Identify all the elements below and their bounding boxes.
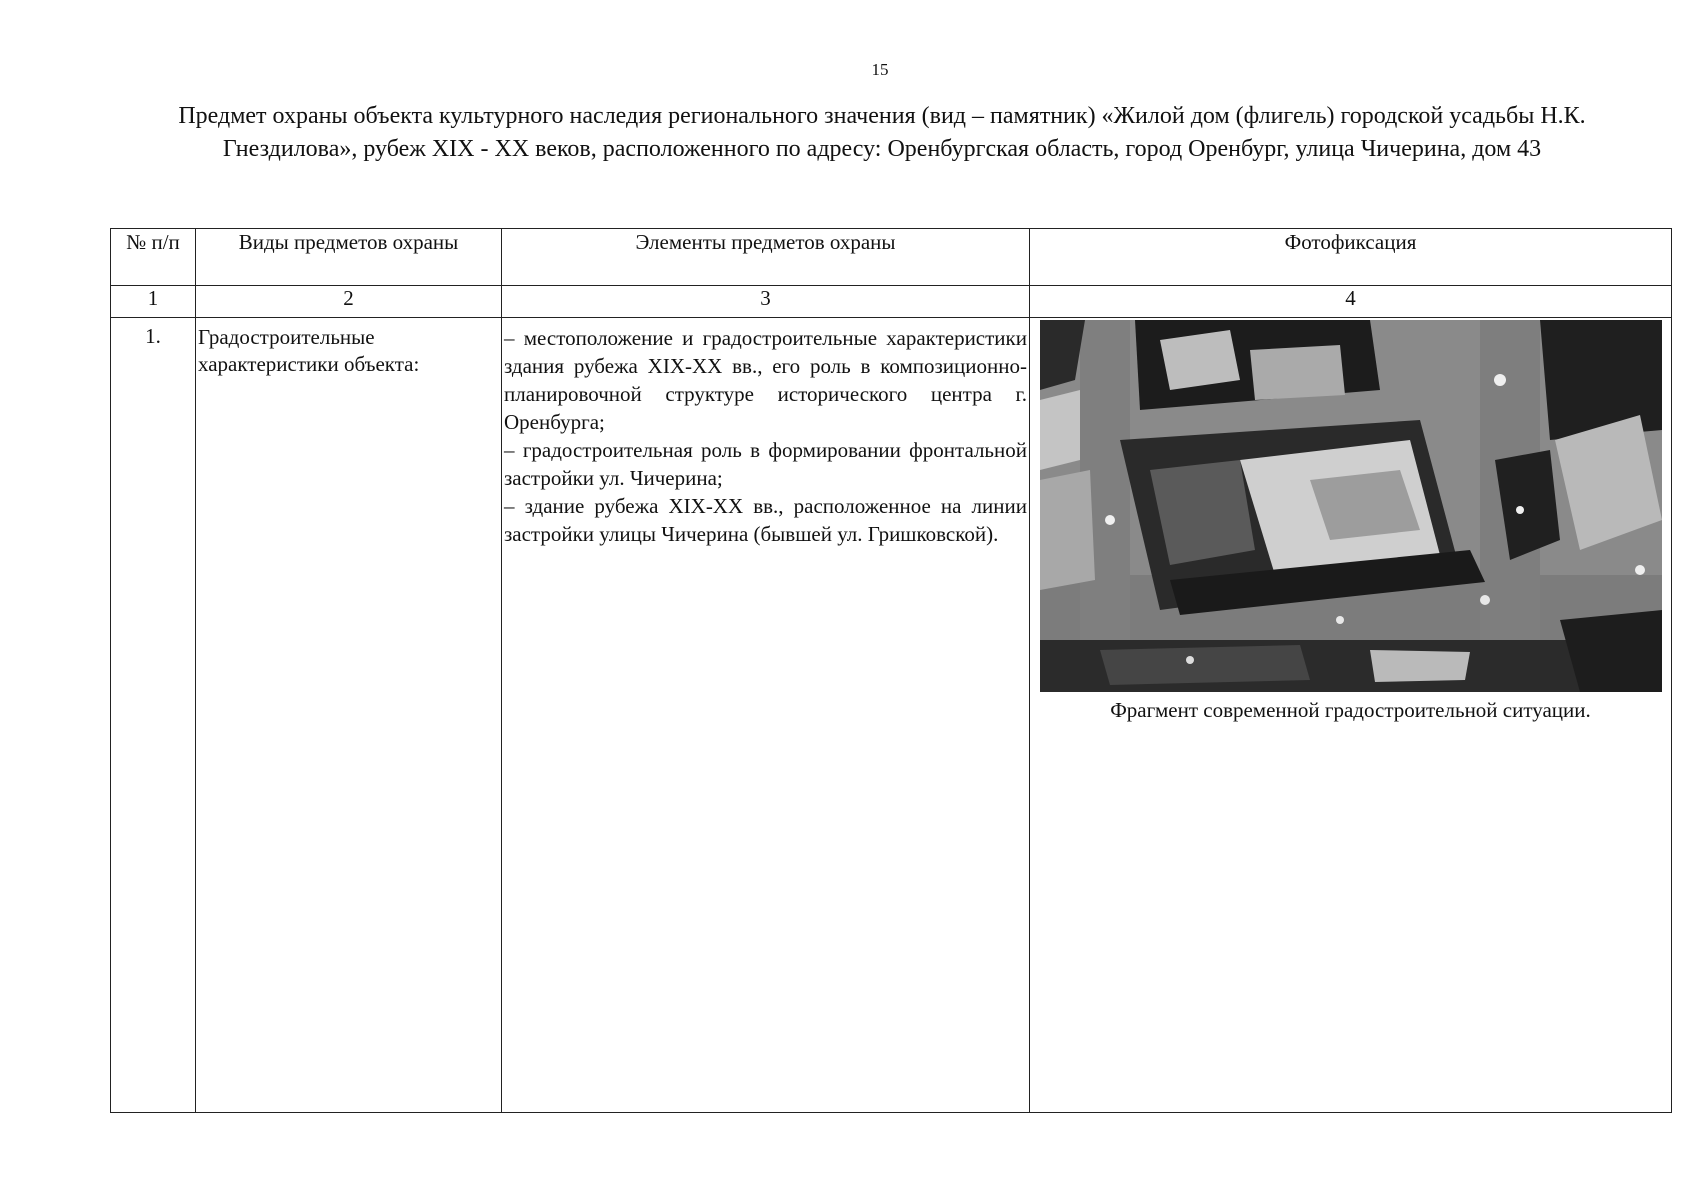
element-item: – здание рубежа XIX-XX вв., расположенное на линии застройки улицы Чичерина (бывшей ул. Гришковской). (504, 494, 1027, 546)
row-photo-cell (1030, 318, 1672, 1113)
page-number: 15 (871, 60, 889, 79)
column-number: 4 (1030, 286, 1672, 318)
header-kinds: Виды предметов охраны (196, 229, 502, 286)
row-elements (502, 318, 1030, 1113)
protection-subject-table (110, 228, 1672, 1113)
header-photo: Фотофиксация (1030, 229, 1672, 286)
column-number: 3 (502, 286, 1030, 318)
column-number: 1 (111, 286, 196, 318)
table-header-row (111, 229, 1672, 286)
column-number: 2 (196, 286, 502, 318)
row-number: 1. (111, 318, 196, 1113)
table-row (111, 318, 1672, 1113)
element-item: – местоположение и градостроительные характеристики здания рубежа XIX-XX вв., его роль в композиционно-планировочной структуре исторического центра г. Оренбурга; (504, 326, 1027, 434)
header-number: № п/п (111, 229, 196, 286)
document-title: Предмет охраны объекта культурного наследия регионального значения (вид – памятник) «Жилой дом (флигель) городской усадьбы Н.К. Гнездилова», рубеж XIX - XX веков, расположенного по адресу: Оренбургская область, город Оренбург, улица Чичерина, дом 43 (178, 103, 1586, 162)
row-kind: Градостроительные характеристики объекта: (196, 318, 502, 1113)
header-elements: Элементы предметов охраны (502, 229, 1030, 286)
element-item: – градостроительная роль в формировании фронтальной застройки ул. Чичерина; (504, 438, 1027, 490)
photo-caption: Фрагмент современной градостроительной ситуации. (1110, 698, 1591, 722)
column-number-row (111, 286, 1672, 318)
aerial-photo (1040, 320, 1662, 692)
